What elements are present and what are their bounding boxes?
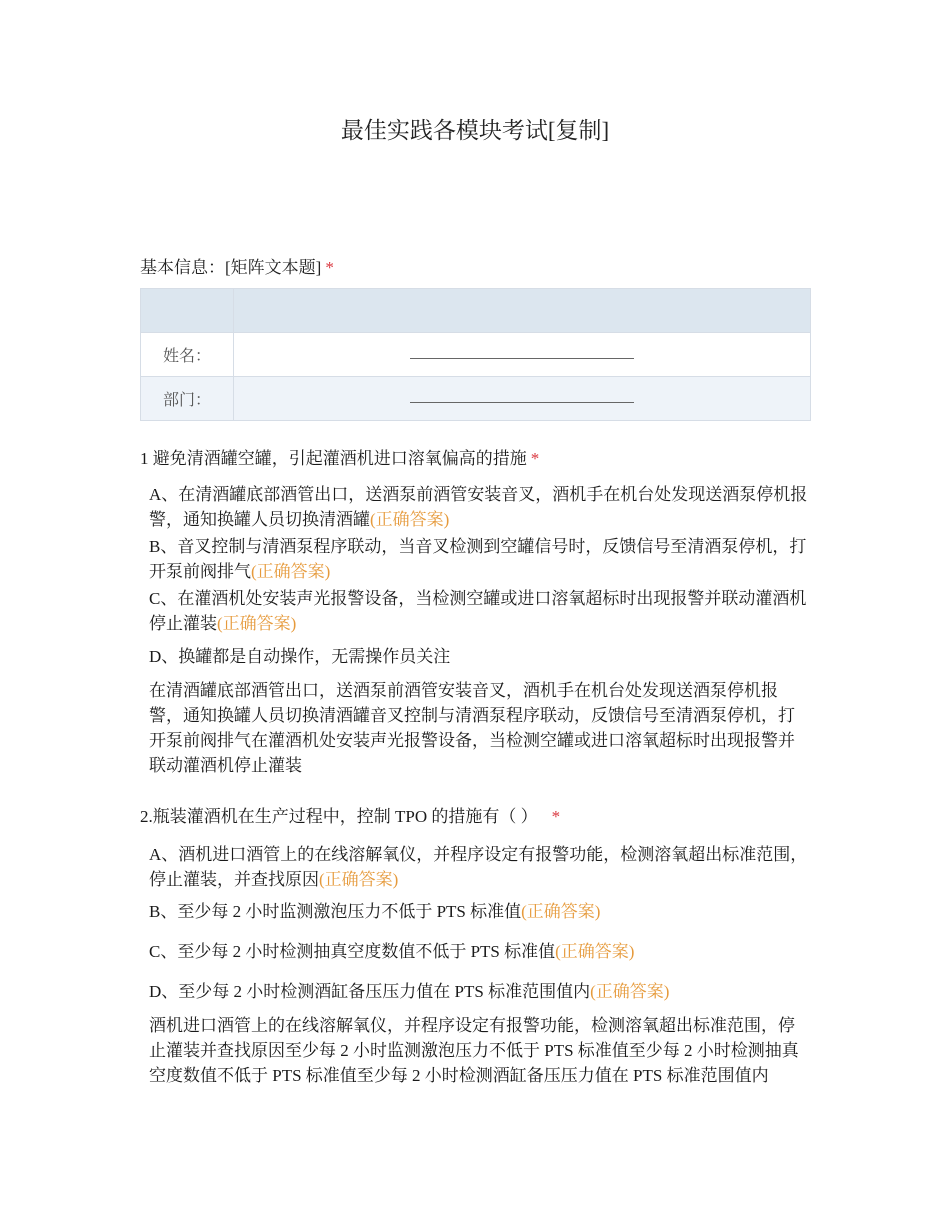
page-title: [0, 112, 950, 145]
analysis-text: 酒机进口酒管上的在线溶解氧仪，并程序设定有报警功能，检测溶氧超出标准范围，停止灌装并查找原因至少每 2 小时监测激泡压力不低于 PTS 标准值至少每 2 小时检测抽真空度数值不低于 PTS 标准值至少每 2 小时检测酒缸备压压力值在 PTS 标准范围值内: [149, 1016, 799, 1085]
correct-answer-mark: (正确答案): [217, 614, 297, 633]
question-1-option-d[interactable]: [149, 644, 809, 669]
question-2-option-a[interactable]: [149, 842, 809, 892]
option-text: C、至少每 2 小时检测抽真空度数值不低于 PTS 标准值: [149, 942, 556, 961]
basic-info-label-text: 基本信息：[矩阵文本题]: [140, 258, 322, 277]
name-field[interactable]: [234, 333, 811, 377]
correct-answer-mark: (正确答案): [370, 510, 450, 529]
matrix-row-label: 姓名：: [141, 333, 234, 377]
matrix-table: [140, 288, 811, 421]
question-2-analysis: [149, 1013, 809, 1088]
basic-info-label: [140, 253, 334, 278]
page-title-text: 最佳实践各模块考试[复制]: [340, 118, 610, 143]
question-2-title: [140, 802, 560, 827]
question-2-option-c[interactable]: [149, 939, 809, 964]
matrix-header-row: [141, 289, 811, 333]
question-title-text: 2.瓶装灌酒机在生产过程中，控制 TPO 的措施有（ ）: [140, 807, 538, 826]
blank-line: [410, 350, 634, 359]
question-title-text: 1 避免清酒罐空罐，引起灌酒机进口溶氧偏高的措施: [140, 449, 527, 468]
option-text: A、在清酒罐底部酒管出口，送酒泵前酒管安装音叉，酒机手在机台处发现送酒泵停机报警，通知换罐人员切换清酒罐: [149, 485, 808, 529]
department-field[interactable]: [234, 377, 811, 421]
matrix-row-department: [141, 377, 811, 421]
question-2-option-b[interactable]: [149, 899, 809, 924]
option-text: B、至少每 2 小时监测激泡压力不低于 PTS 标准值: [149, 902, 522, 921]
question-1-option-a[interactable]: [149, 482, 809, 532]
correct-answer-mark: (正确答案): [319, 870, 399, 889]
correct-answer-mark: (正确答案): [521, 902, 601, 921]
question-1-option-c[interactable]: [149, 586, 809, 636]
option-text: B、音叉控制与清酒泵程序联动，当音叉检测到空罐信号时，反馈信号至清酒泵停机，打开泵前阀排气: [149, 537, 807, 581]
required-mark: *: [551, 807, 561, 826]
correct-answer-mark: (正确答案): [555, 942, 635, 961]
option-text: D、至少每 2 小时检测酒缸备压压力值在 PTS 标准范围值内: [149, 982, 591, 1001]
matrix-header-value: [234, 289, 811, 333]
question-1-analysis: [149, 678, 809, 778]
option-text: C、在灌酒机处安装声光报警设备，当检测空罐或进口溶氧超标时出现报警并联动灌酒机停止灌装: [149, 589, 807, 633]
required-mark: *: [530, 449, 540, 468]
matrix-header-corner: [141, 289, 234, 333]
matrix-row-name: [141, 333, 811, 377]
analysis-text: 在清酒罐底部酒管出口，送酒泵前酒管安装音叉，酒机手在机台处发现送酒泵停机报警，通知换罐人员切换清酒罐音叉控制与清酒泵程序联动，反馈信号至清酒泵停机，打开泵前阀排气在灌酒机处安装声光报警设备，当检测空罐或进口溶氧超标时出现报警并联动灌酒机停止灌装: [149, 681, 795, 775]
question-2-option-d[interactable]: [149, 979, 809, 1004]
required-mark: *: [325, 258, 334, 277]
question-1-title: [140, 444, 539, 469]
option-text: A、酒机进口酒管上的在线溶解氧仪，并程序设定有报警功能，检测溶氧超出标准范围，停止灌装，并查找原因: [149, 845, 808, 889]
blank-line: [410, 394, 634, 403]
correct-answer-mark: (正确答案): [251, 562, 331, 581]
correct-answer-mark: (正确答案): [590, 982, 670, 1001]
matrix-row-label: 部门：: [141, 377, 234, 421]
question-1-option-b[interactable]: [149, 534, 809, 584]
option-text: D、换罐都是自动操作，无需操作员关注: [149, 647, 451, 666]
